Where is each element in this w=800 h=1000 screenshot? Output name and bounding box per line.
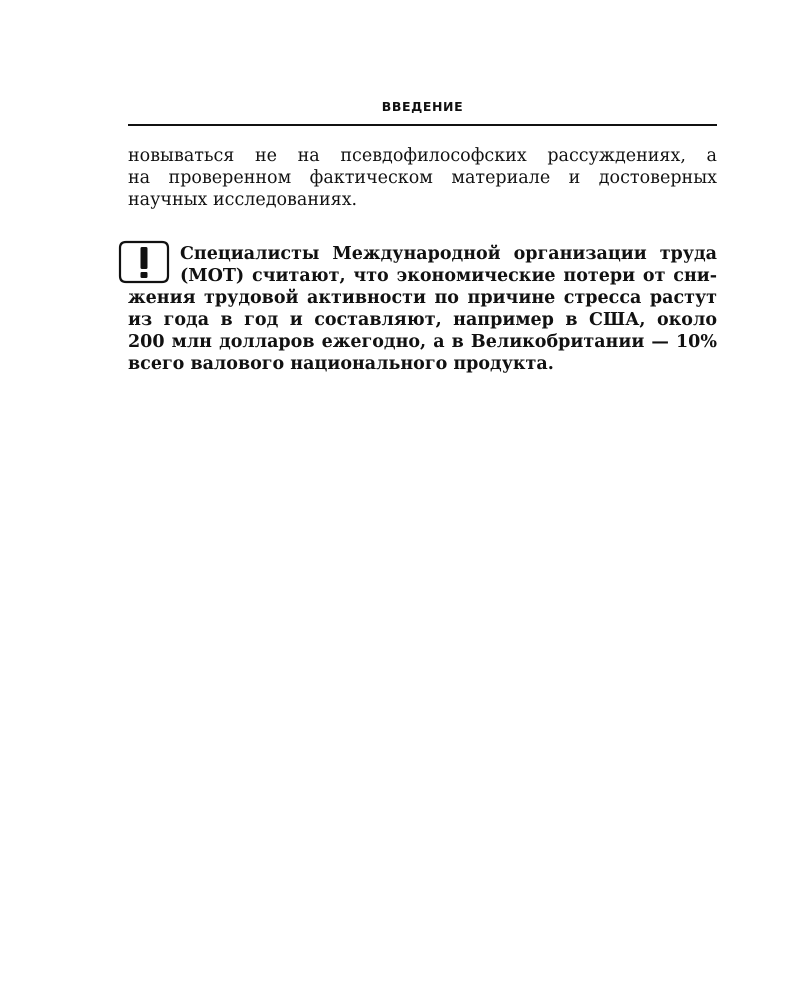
running-head: ВВЕДЕНИЕ	[381, 99, 464, 114]
note-line: 200 млн долларов ежегодно, а в Великобритании — 10%	[128, 332, 717, 352]
exclamation-icon	[118, 240, 170, 284]
paragraph-line: научных исследованиях.	[128, 190, 358, 210]
note-line: (МОТ) считают, что экономические потери от сни-	[180, 266, 717, 286]
note-line: жения трудовой активности по причине стресса растут	[128, 288, 717, 308]
header-rule	[128, 124, 717, 126]
paragraph-line: на проверенном фактическом материале и достоверных	[128, 168, 717, 188]
note-line: всего валового национального продукта.	[128, 354, 554, 374]
note-line: Специалисты Международной организации труда	[180, 244, 717, 264]
paragraph-line: новываться не на псевдофилософских рассуждениях, а	[128, 146, 717, 166]
note-line: из года в год и составляют, например в США, около	[128, 310, 717, 330]
